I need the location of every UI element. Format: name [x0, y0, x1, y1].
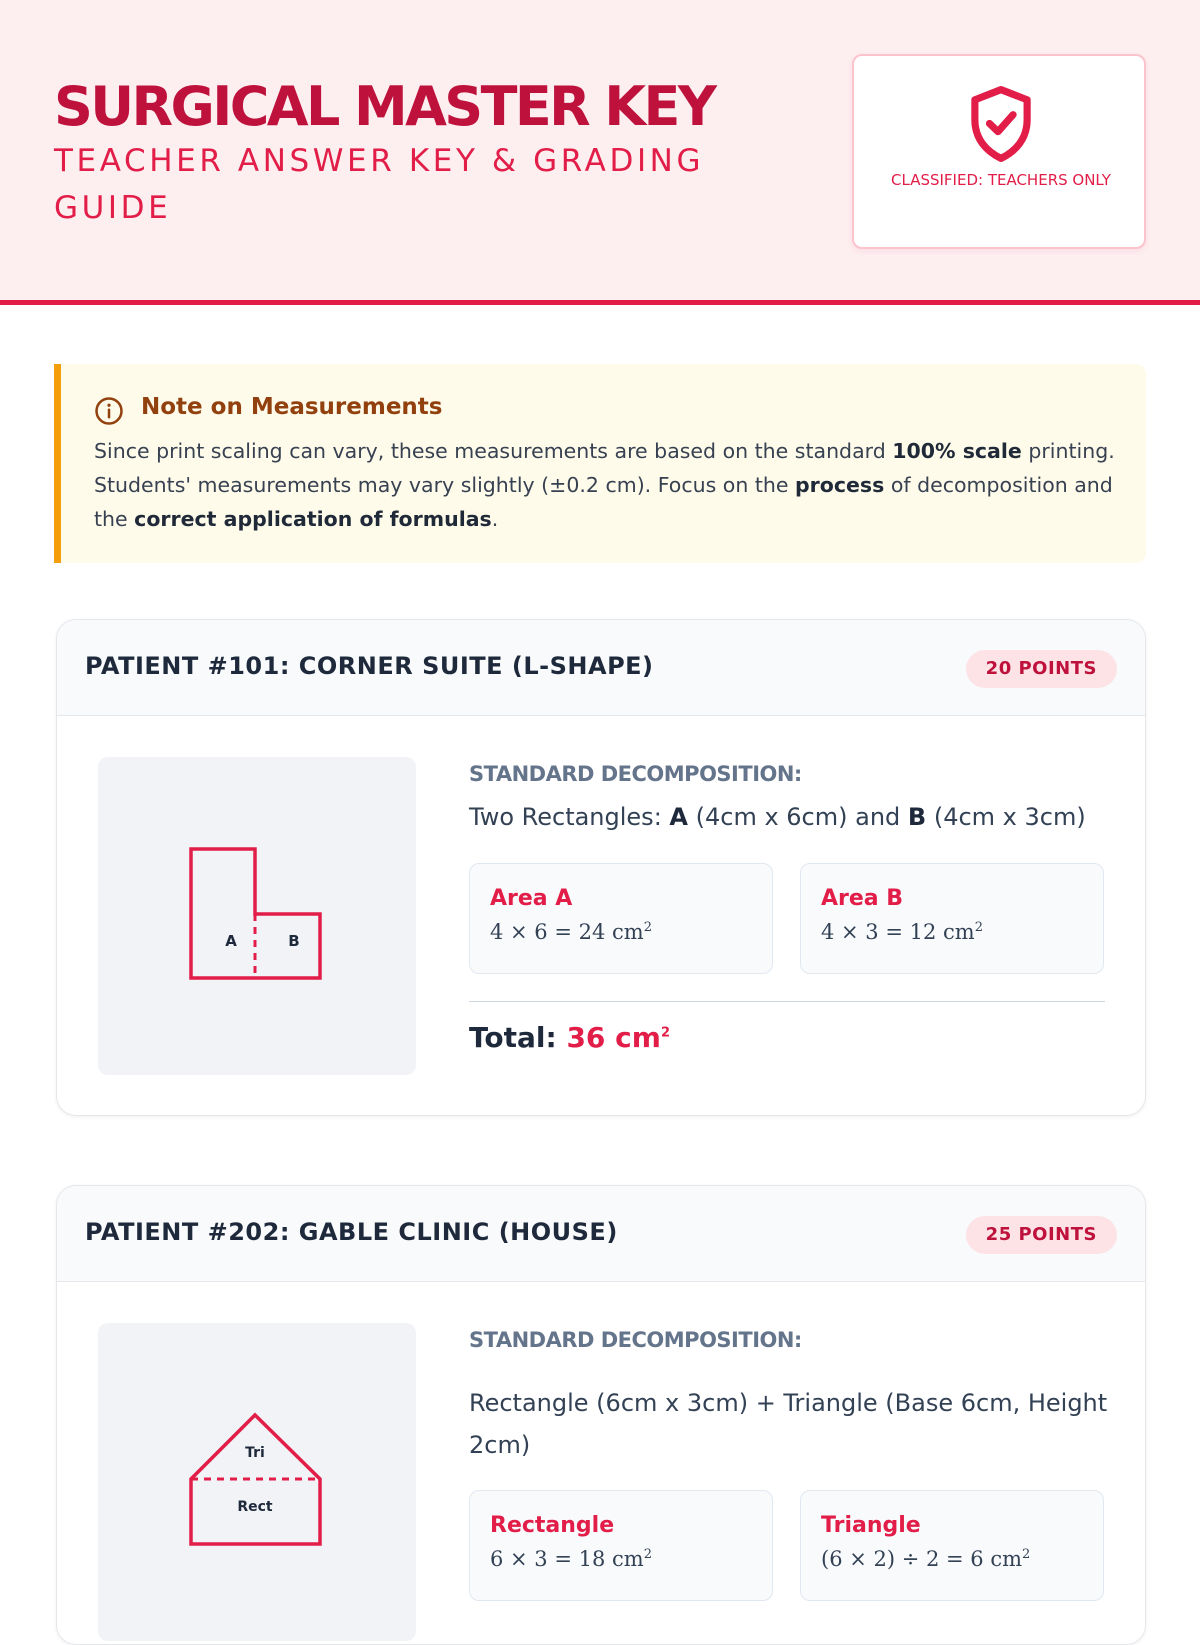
decomposition-text: Rectangle (6cm x 3cm) + Triangle (Base 6cm, Height 2cm)	[469, 1389, 1108, 1459]
house-figure	[98, 1323, 416, 1641]
calc-expression: 4 × 3 = 12 $cm^2$	[821, 920, 983, 944]
label-b: B	[288, 932, 300, 950]
card-header	[57, 620, 1145, 716]
note-emphasis: correct application of formulas	[134, 507, 492, 531]
calc-label: Rectangle	[490, 1513, 615, 1538]
card-title: PATIENT #202: GABLE CLINIC (HOUSE)	[85, 1218, 618, 1246]
decomposition-label: STANDARD DECOMPOSITION:	[469, 1328, 802, 1352]
classified-badge	[852, 54, 1146, 249]
points-badge: 25 POINTS	[966, 1216, 1117, 1254]
calc-expression: 4 × 6 = 24 $cm^2$	[490, 920, 652, 944]
patient-card-202	[56, 1185, 1146, 1645]
calc-label: Triangle	[821, 1513, 921, 1538]
divider	[469, 1001, 1105, 1002]
note-emphasis: process	[795, 473, 885, 497]
shield-check-icon	[968, 84, 1034, 164]
house-diagram	[98, 1323, 416, 1641]
decomposition-label: STANDARD DECOMPOSITION:	[469, 762, 802, 786]
calc-area-b	[800, 863, 1104, 974]
calc-expression: (6 × 2) ÷ 2 = 6 $cm^2$	[821, 1547, 1031, 1571]
page-title: SURGICAL MASTER KEY	[54, 75, 715, 138]
card-title: PATIENT #101: CORNER SUITE (L-SHAPE)	[85, 652, 654, 680]
points-badge: 20 POINTS	[966, 650, 1117, 688]
calc-rectangle	[469, 1490, 773, 1601]
info-circle-icon	[94, 396, 124, 426]
decomposition-text: Two Rectangles: A (4cm x 6cm) and B (4cm x 3cm)	[469, 803, 1086, 831]
label-a: A	[225, 932, 237, 950]
calc-label: Area B	[821, 886, 904, 911]
label-tri: Tri	[245, 1445, 265, 1461]
l-shape-figure	[98, 757, 416, 1075]
note-title: Note on Measurements	[141, 394, 443, 420]
patient-card-101	[56, 619, 1146, 1116]
calc-area-a	[469, 863, 773, 974]
calc-triangle	[800, 1490, 1104, 1601]
page-subtitle: TEACHER ANSWER KEY & GRADING GUIDE	[54, 143, 705, 226]
total-area: Total: 36 $cm^2$	[469, 1021, 670, 1054]
card-header	[57, 1186, 1145, 1282]
note-emphasis: 100% scale	[892, 439, 1022, 463]
note-body: Since print scaling can vary, these measurements are based on the standard 100% scale printing. Students' measurements may vary slightly (±0.2 cm). Focus on the process of decomposition and the correct application of formulas.	[94, 439, 1115, 531]
label-rect: Rect	[237, 1499, 273, 1515]
total-value: 36 $cm^2$	[566, 1021, 670, 1054]
calc-expression: 6 × 3 = 18 $cm^2$	[490, 1547, 652, 1571]
page-header	[0, 0, 1200, 305]
measurement-note	[54, 364, 1146, 563]
calc-label: Area A	[490, 886, 573, 911]
badge-text: CLASSIFIED: TEACHERS ONLY	[891, 171, 1111, 189]
l-shape-diagram	[98, 757, 416, 1075]
